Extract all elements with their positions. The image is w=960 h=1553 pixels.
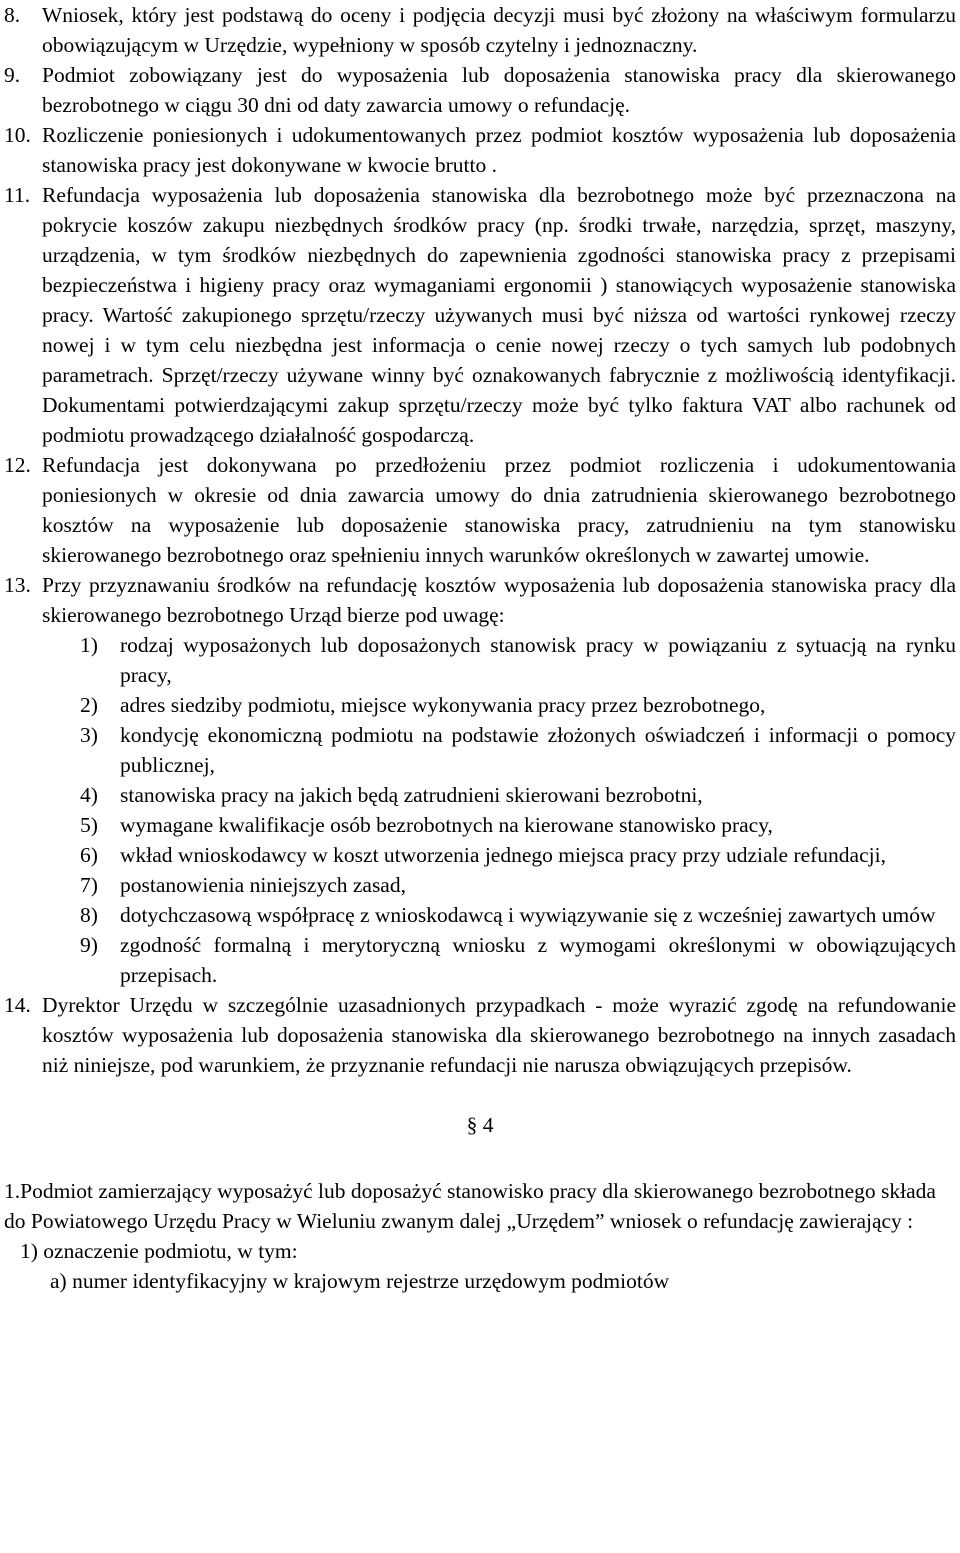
list-item [0,990,956,1080]
item-number: 10. [4,123,31,147]
list-item [0,180,956,450]
sub-item-text: dotychczasową współpracę z wnioskodawcą i wywiązywanie się z wcześniej zawartych umów [120,903,936,927]
item-text: Dyrektor Urzędu w szczególnie uzasadnionych przypadkach - może wyrazić zgodę na refundowanie kosztów wyposażenia lub doposażenia stanowiska dla skierowanego bezrobotnego na innych zasadach niż niniejsze, pod warunkiem, że przyznanie refundacji nie narusza obwiązujących przepisów. [42,993,956,1077]
paragraph: 1.Podmiot zamierzający wyposażyć lub doposażyć stanowisko pracy dla skierowanego bezrobotnego składa do Powiatowego Urzędu Pracy w Wieluniu zwanym dalej „Urzędem” wniosek o refundację zawierający : [4,1179,936,1233]
item-number: 8. [4,3,21,27]
sub-list-item [0,810,956,840]
item-number: 9. [4,63,21,87]
sub-list-item [0,780,956,810]
list-item [0,0,956,60]
sub-item-number: 7) [80,873,98,897]
item-number: 11. [4,183,31,207]
sub-item-text: kondycję ekonomiczną podmiotu na podstawie złożonych oświadczeń i informacji o pomocy publicznej, [120,723,956,777]
list-item [0,570,956,630]
sub-sub-list-item: a) numer identyfikacyjny w krajowym rejestrze urzędowym podmiotów [50,1269,670,1293]
item-number: 14. [4,993,31,1017]
sub-list-item: 1) oznaczenie podmiotu, w tym: [20,1239,298,1263]
sub-list-item [0,840,956,870]
item-text: Przy przyznawaniu środków na refundację kosztów wyposażenia lub doposażenia stanowiska pracy dla skierowanego bezrobotnego Urząd bierze pod uwagę: [42,573,956,627]
item-text: Podmiot zobowiązany jest do wyposażenia lub doposażenia stanowiska pracy dla skierowanego bezrobotnego w ciągu 30 dni od daty zawarcia umowy o refundację. [42,63,956,117]
sub-item-text: rodzaj wyposażonych lub doposażonych stanowisk pracy w powiązaniu z sytuacją na rynku pracy, [120,633,956,687]
sub-list-item [0,900,956,930]
sub-item-text: zgodność formalną i merytoryczną wniosku z wymogami określonymi w obowiązujących przepisach. [120,933,956,987]
sub-item-text: postanowienia niniejszych zasad, [120,873,406,897]
sub-item-text: stanowiska pracy na jakich będą zatrudnieni skierowani bezrobotni, [120,783,703,807]
sub-item-number: 1) [80,633,98,657]
item-text: Wniosek, który jest podstawą do oceny i podjęcia decyzji musi być złożony na właściwym formularzu obowiązującym w Urzędzie, wypełniony w sposób czytelny i jednoznaczny. [42,3,956,57]
section-heading: § 4 [466,1113,494,1137]
sub-item-number: 4) [80,783,98,807]
sub-item-number: 2) [80,693,98,717]
sub-list-item [0,690,956,720]
item-text: Refundacja wyposażenia lub doposażenia stanowiska dla bezrobotnego może być przeznaczona na pokrycie koszów zakupu niezbędnych środków pracy (np. środki trwałe, narzędzia, sprzęt, maszyny, urządzenia, w tym środków niezbędnych do zapewnienia zgodności stanowiska pracy z przepisami bezpieczeństwa i higieny pracy oraz wymaganiami ergonomii ) stanowiących wyposażenie stanowiska pracy. Wartość zakupionego sprzętu/rzeczy używanych musi być niższa od wartości rynkowej rzeczy nowej i w tym celu niezbędna jest informacja o cenie nowej rzeczy o tych samych lub podobnych parametrach. Sprzęt/rzeczy używane winny być oznakowanych fabrycznie z możliwością identyfikacji. Dokumentami potwierdzającymi zakup sprzętu/rzeczy może być tylko faktura VAT albo rachunek od podmiotu prowadzącego działalność gospodarczą. [42,183,956,447]
sub-item-number: 8) [80,903,98,927]
sub-item-number: 3) [80,723,98,747]
item-number: 13. [4,573,31,597]
sub-item-text: adres siedziby podmiotu, miejsce wykonywania pracy przez bezrobotnego, [120,693,766,717]
item-number: 12. [4,453,31,477]
sub-item-number: 6) [80,843,98,867]
list-item [0,60,956,120]
sub-list-item [0,720,956,780]
item-text: Rozliczenie poniesionych i udokumentowanych przez podmiot kosztów wyposażenia lub doposażenia stanowiska pracy jest dokonywane w kwocie brutto . [42,123,956,177]
sub-item-number: 5) [80,813,98,837]
sub-list-item [0,630,956,690]
list-item [0,120,956,180]
sub-list-item [0,930,956,990]
sub-list-item [0,870,956,900]
sub-item-number: 9) [80,933,98,957]
list-item [0,450,956,570]
item-text: Refundacja jest dokonywana po przedłożeniu przez podmiot rozliczenia i udokumentowania poniesionych w okresie od dnia zawarcia umowy do dnia zatrudnienia skierowanego bezrobotnego kosztów na wyposażenie lub doposażenie stanowiska pracy, zatrudnieniu na tym stanowisku skierowanego bezrobotnego oraz spełnieniu innych warunków określonych w zawartej umowie. [42,453,956,567]
sub-item-text: wkład wnioskodawcy w koszt utworzenia jednego miejsca pracy przy udziale refundacji, [120,843,886,867]
sub-item-text: wymagane kwalifikacje osób bezrobotnych na kierowane stanowisko pracy, [120,813,773,837]
